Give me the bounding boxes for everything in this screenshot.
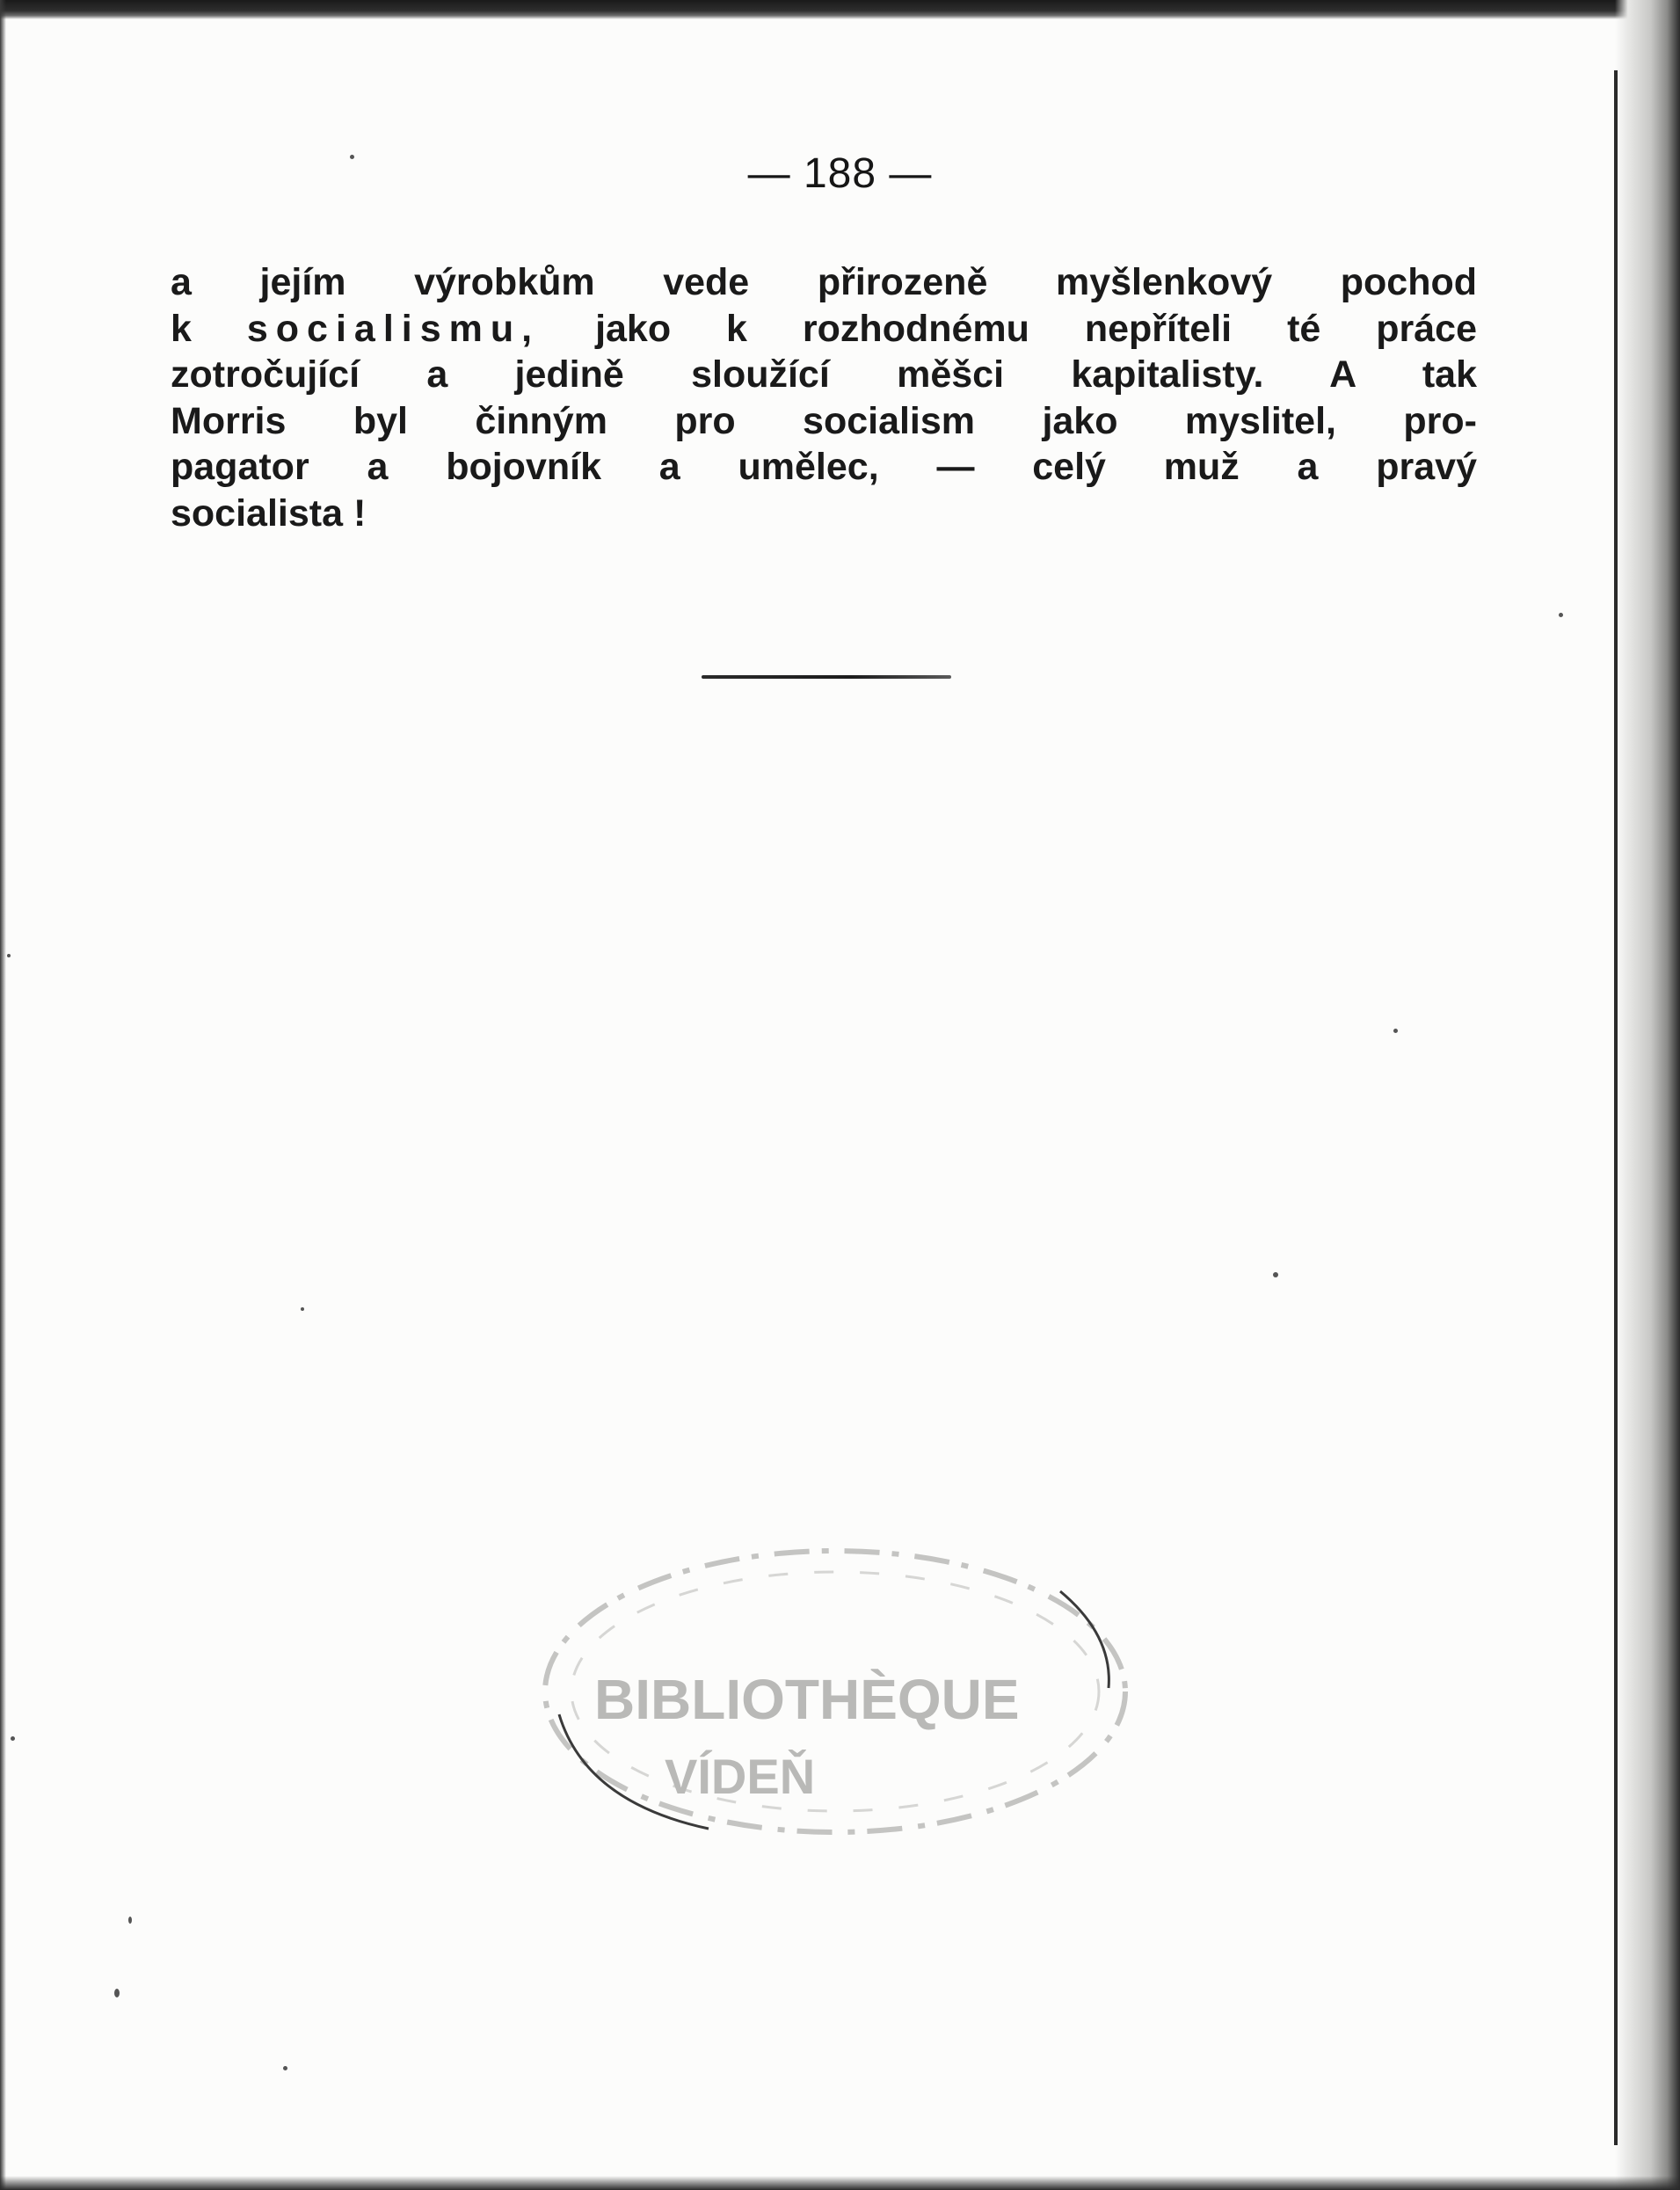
dust-speck [1273, 1272, 1278, 1277]
scan-gutter-line [1614, 70, 1618, 2145]
page-number: — 188 — [747, 150, 933, 197]
dust-speck [11, 1736, 15, 1741]
dust-speck [1559, 613, 1563, 617]
text-line-5: pagator a bojovník a umělec, — celý muž a pravý [171, 446, 1477, 488]
text-line-1: a jejím výrobkům vede přirozeně myšlenkový pochod [171, 261, 1477, 303]
scan-edge-left [0, 0, 6, 2190]
dust-speck [301, 1307, 304, 1311]
text-line-3: zotročující a jedině sloužící měšci kapitalisty. A tak [171, 353, 1477, 396]
scan-edge-right [1615, 0, 1680, 2190]
stamp-line-1: BIBLIOTHÈQUE [594, 1668, 1020, 1731]
library-stamp [533, 1539, 1138, 1844]
stamp-line-2: VÍDEŇ [665, 1749, 816, 1804]
text-line-4: Morris byl činným pro socialism jako myslitel, pro- [171, 399, 1477, 442]
spaced-emphasis-word: socialismu, [246, 307, 541, 350]
dust-speck [7, 954, 11, 957]
dust-speck [114, 1989, 120, 1997]
text-line-6: socialista ! [171, 491, 367, 535]
dust-speck [283, 2066, 287, 2070]
scan-edge-top [0, 0, 1680, 19]
text-line-2 [171, 306, 1477, 353]
end-ornament-rule [702, 675, 951, 679]
dust-speck [350, 155, 354, 159]
text-line-2-rest: jako k rozhodnému nepříteli té práce [595, 307, 1477, 350]
body-paragraph [171, 259, 1477, 536]
text-line-2-prefix: k [171, 307, 247, 350]
dust-speck [1393, 1029, 1398, 1033]
dust-speck [128, 1917, 132, 1924]
scan-edge-bottom [0, 2176, 1680, 2190]
